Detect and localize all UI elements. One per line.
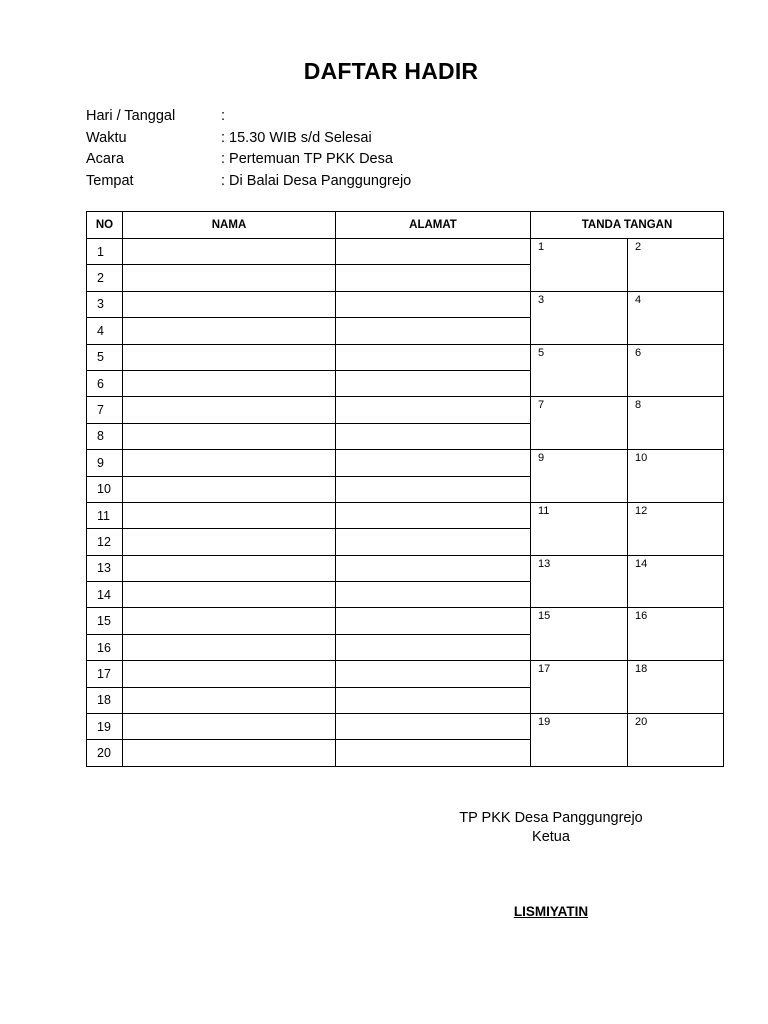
- row-number: 10: [87, 476, 123, 502]
- row-number: 5: [87, 344, 123, 370]
- signature-cell[interactable]: 14: [628, 555, 724, 608]
- info-row-date: [86, 106, 411, 128]
- signature-cell[interactable]: 16: [628, 608, 724, 661]
- alamat-cell[interactable]: [336, 555, 531, 581]
- signature-cell[interactable]: 3: [531, 291, 628, 344]
- nama-cell[interactable]: [123, 476, 336, 502]
- table-header-row: [87, 212, 724, 239]
- row-number: 3: [87, 291, 123, 317]
- signature-cell[interactable]: 7: [531, 397, 628, 450]
- nama-cell[interactable]: [123, 714, 336, 740]
- attendance-body: [87, 239, 724, 767]
- info-row-time: [86, 128, 411, 150]
- alamat-cell[interactable]: [336, 318, 531, 344]
- nama-cell[interactable]: [123, 370, 336, 396]
- table-row: [87, 291, 724, 317]
- info-value: : Di Balai Desa Panggungrejo: [221, 172, 412, 189]
- row-number: 9: [87, 450, 123, 476]
- row-number: 8: [87, 423, 123, 449]
- info-value: :: [221, 108, 226, 124]
- signature-cell[interactable]: 12: [628, 502, 724, 555]
- table-row: [87, 555, 724, 581]
- alamat-cell[interactable]: [336, 344, 531, 370]
- nama-cell[interactable]: [123, 344, 336, 370]
- row-number: 7: [87, 397, 123, 423]
- row-number: 4: [87, 318, 123, 344]
- signature-cell[interactable]: 9: [531, 450, 628, 503]
- info-value: : 15.30 WIB s/d Selesai: [221, 129, 372, 146]
- row-number: 19: [87, 714, 123, 740]
- alamat-cell[interactable]: [336, 265, 531, 291]
- signature-cell[interactable]: 4: [628, 291, 724, 344]
- row-number: 15: [87, 608, 123, 634]
- alamat-cell[interactable]: [336, 608, 531, 634]
- alamat-cell[interactable]: [336, 661, 531, 687]
- info-label: Waktu: [86, 129, 127, 146]
- table-row: [87, 502, 724, 528]
- nama-cell[interactable]: [123, 555, 336, 581]
- table-row: [87, 608, 724, 634]
- alamat-cell[interactable]: [336, 582, 531, 608]
- nama-cell[interactable]: [123, 687, 336, 713]
- alamat-cell[interactable]: [336, 370, 531, 396]
- info-row-event: [86, 149, 411, 171]
- nama-cell[interactable]: [123, 661, 336, 687]
- nama-cell[interactable]: [123, 291, 336, 317]
- signature-cell[interactable]: 8: [628, 397, 724, 450]
- header-no: NO: [87, 212, 123, 239]
- nama-cell[interactable]: [123, 608, 336, 634]
- row-number: 12: [87, 529, 123, 555]
- header-nama: NAMA: [123, 212, 336, 239]
- alamat-cell[interactable]: [336, 450, 531, 476]
- row-number: 2: [87, 265, 123, 291]
- info-row-place: [86, 171, 411, 193]
- row-number: 20: [87, 740, 123, 766]
- signature-cell[interactable]: 15: [531, 608, 628, 661]
- table-row: [87, 239, 724, 265]
- row-number: 14: [87, 582, 123, 608]
- nama-cell[interactable]: [123, 265, 336, 291]
- attendance-table: [86, 211, 724, 767]
- nama-cell[interactable]: [123, 634, 336, 660]
- nama-cell[interactable]: [123, 239, 336, 265]
- table-row: [87, 714, 724, 740]
- alamat-cell[interactable]: [336, 239, 531, 265]
- signature-cell[interactable]: 18: [628, 661, 724, 714]
- row-number: 6: [87, 370, 123, 396]
- row-number: 18: [87, 687, 123, 713]
- nama-cell[interactable]: [123, 318, 336, 344]
- signature-cell[interactable]: 6: [628, 344, 724, 397]
- event-info: [86, 106, 411, 192]
- header-tanda-tangan: TANDA TANGAN: [531, 212, 724, 239]
- row-number: 17: [87, 661, 123, 687]
- nama-cell[interactable]: [123, 740, 336, 766]
- table-row: [87, 344, 724, 370]
- table-row: [87, 397, 724, 423]
- nama-cell[interactable]: [123, 423, 336, 449]
- alamat-cell[interactable]: [336, 687, 531, 713]
- document-title: DAFTAR HADIR: [303, 58, 479, 84]
- nama-cell[interactable]: [123, 397, 336, 423]
- signature-cell[interactable]: 1: [531, 239, 628, 292]
- signature-cell[interactable]: 11: [531, 502, 628, 555]
- table-row: [87, 661, 724, 687]
- signature-organization: TP PKK Desa Panggungrejo: [459, 810, 643, 826]
- alamat-cell[interactable]: [336, 397, 531, 423]
- nama-cell[interactable]: [123, 529, 336, 555]
- alamat-cell[interactable]: [336, 634, 531, 660]
- alamat-cell[interactable]: [336, 291, 531, 317]
- table-row: [87, 450, 724, 476]
- row-number: 11: [87, 502, 123, 528]
- signature-cell[interactable]: 20: [628, 714, 724, 767]
- alamat-cell[interactable]: [336, 740, 531, 766]
- info-label: Hari / Tanggal: [86, 108, 176, 124]
- info-value: : Pertemuan TP PKK Desa: [221, 151, 393, 167]
- alamat-cell[interactable]: [336, 502, 531, 528]
- row-number: 13: [87, 555, 123, 581]
- signature-role: Ketua: [532, 829, 570, 845]
- row-number: 1: [87, 239, 123, 265]
- signature-cell[interactable]: 2: [628, 239, 724, 292]
- signature-cell[interactable]: 5: [531, 344, 628, 397]
- nama-cell[interactable]: [123, 502, 336, 528]
- signature-cell[interactable]: 19: [531, 714, 628, 767]
- signature-cell[interactable]: 10: [628, 450, 724, 503]
- alamat-cell[interactable]: [336, 714, 531, 740]
- signature-name: LISMIYATIN: [513, 904, 589, 919]
- alamat-cell[interactable]: [336, 476, 531, 502]
- info-label: Acara: [86, 151, 124, 167]
- header-alamat: ALAMAT: [336, 212, 531, 239]
- signature-cell[interactable]: 13: [531, 555, 628, 608]
- alamat-cell[interactable]: [336, 423, 531, 449]
- info-label: Tempat: [86, 172, 134, 189]
- alamat-cell[interactable]: [336, 529, 531, 555]
- nama-cell[interactable]: [123, 450, 336, 476]
- signature-cell[interactable]: 17: [531, 661, 628, 714]
- nama-cell[interactable]: [123, 582, 336, 608]
- row-number: 16: [87, 634, 123, 660]
